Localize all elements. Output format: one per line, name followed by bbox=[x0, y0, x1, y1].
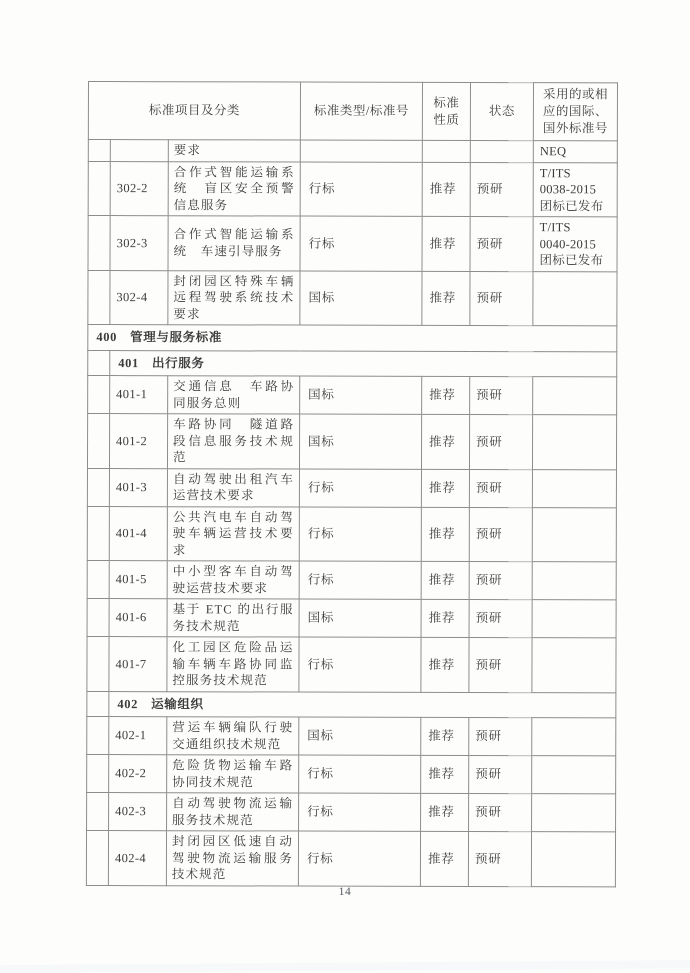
standard-type-cell: 行标 bbox=[299, 793, 421, 831]
status-cell: 预研 bbox=[470, 271, 533, 326]
standards-table bbox=[86, 81, 618, 887]
description-cell: 基于 ETC 的出行服务技术规范 bbox=[167, 599, 299, 637]
code-cell: 401-2 bbox=[109, 414, 167, 469]
indent-cell bbox=[87, 792, 109, 830]
standard-type-cell: 国标 bbox=[300, 414, 422, 469]
indent-cell bbox=[87, 414, 109, 469]
indent-cell bbox=[86, 830, 108, 885]
foreign-standard-cell bbox=[532, 794, 616, 832]
code-cell: 401-3 bbox=[109, 468, 167, 506]
code-cell: 302-4 bbox=[110, 270, 168, 325]
foreign-standard-cell bbox=[531, 832, 615, 887]
table-row bbox=[88, 325, 617, 352]
indent-cell bbox=[88, 270, 110, 325]
status-cell: 预研 bbox=[469, 637, 532, 692]
code-cell bbox=[110, 140, 168, 162]
description-cell: 化工园区危险品运输车辆车路协同监控服务技术规范 bbox=[167, 637, 299, 692]
nature-cell: 推荐 bbox=[421, 599, 469, 637]
indent-cell bbox=[87, 560, 109, 598]
foreign-standard-cell bbox=[532, 756, 616, 794]
indent-cell bbox=[88, 216, 110, 271]
nature-cell: 推荐 bbox=[421, 717, 469, 755]
header-type: 标准类型/标准号 bbox=[300, 82, 422, 140]
code-cell: 401-7 bbox=[109, 637, 167, 692]
nature-cell: 推荐 bbox=[421, 469, 469, 507]
foreign-standard-cell bbox=[532, 507, 616, 562]
status-cell: 预研 bbox=[468, 831, 531, 886]
table-row bbox=[87, 792, 616, 831]
description-cell: 车路协同 隧道路段信息服务技术规范 bbox=[167, 414, 299, 469]
standard-type-cell: 国标 bbox=[299, 599, 421, 637]
status-cell: 预研 bbox=[469, 507, 532, 562]
standard-type-cell: 国标 bbox=[299, 717, 421, 755]
code-cell: 401-1 bbox=[110, 376, 168, 414]
indent-cell bbox=[88, 376, 110, 414]
table-row bbox=[88, 161, 617, 217]
table-row bbox=[87, 560, 616, 599]
status-cell: 预研 bbox=[469, 469, 532, 507]
foreign-standard-cell: T/ITS 0038-2015 团标已发布 bbox=[533, 162, 617, 217]
header-status: 状态 bbox=[470, 83, 533, 141]
nature-cell: 推荐 bbox=[421, 755, 469, 793]
description-cell: 合作式智能运输系统 车速引导服务 bbox=[168, 216, 300, 271]
subsection-label: 402 运输组织 bbox=[109, 691, 616, 718]
status-cell: 预研 bbox=[470, 415, 533, 470]
standard-type-cell bbox=[300, 140, 422, 162]
foreign-standard-cell bbox=[532, 469, 616, 507]
code-cell: 302-3 bbox=[110, 216, 168, 271]
status-cell bbox=[470, 141, 533, 163]
indent-cell bbox=[87, 754, 109, 792]
header-nature: 标准 性质 bbox=[422, 82, 470, 140]
table-row bbox=[88, 140, 617, 163]
page-number: 14 bbox=[338, 886, 352, 898]
nature-cell: 推荐 bbox=[421, 507, 469, 562]
table-row bbox=[88, 350, 617, 377]
code-cell: 401-6 bbox=[109, 599, 167, 637]
indent-cell bbox=[87, 506, 109, 561]
nature-cell: 推荐 bbox=[422, 216, 470, 271]
table-header bbox=[88, 82, 617, 141]
code-cell: 402-1 bbox=[109, 717, 167, 755]
table-row bbox=[88, 376, 617, 415]
foreign-standard-cell bbox=[532, 718, 616, 756]
table-row bbox=[87, 754, 616, 793]
description-cell: 合作式智能运输系统 盲区安全预警信息服务 bbox=[168, 161, 300, 216]
indent-cell bbox=[87, 716, 109, 754]
standards-table-wrapper bbox=[86, 81, 617, 887]
scan-background-strip bbox=[0, 960, 690, 973]
table-row bbox=[88, 216, 617, 272]
code-cell: 401-5 bbox=[109, 561, 167, 599]
table-row bbox=[87, 598, 616, 637]
standard-type-cell: 行标 bbox=[300, 216, 422, 271]
indent-cell bbox=[87, 691, 109, 717]
description-cell: 自动驾驶出租汽车运营技术要求 bbox=[167, 468, 299, 506]
nature-cell: 推荐 bbox=[421, 637, 469, 692]
status-cell: 预研 bbox=[469, 599, 532, 637]
foreign-standard-cell bbox=[532, 638, 616, 693]
table-row bbox=[87, 636, 616, 692]
foreign-standard-cell: NEQ bbox=[533, 141, 617, 163]
table-row bbox=[88, 270, 617, 326]
indent-cell bbox=[88, 161, 110, 216]
indent-cell bbox=[88, 140, 110, 162]
status-cell: 预研 bbox=[470, 162, 533, 217]
nature-cell: 推荐 bbox=[421, 561, 469, 599]
code-cell: 402-4 bbox=[108, 831, 166, 886]
code-cell: 402-3 bbox=[109, 793, 167, 831]
nature-cell bbox=[422, 140, 470, 162]
foreign-standard-cell bbox=[533, 377, 617, 415]
standard-type-cell: 国标 bbox=[300, 271, 422, 326]
foreign-standard-cell bbox=[533, 271, 617, 326]
description-cell: 交通信息 车路协同服务总则 bbox=[168, 376, 300, 414]
status-cell: 预研 bbox=[469, 561, 532, 599]
standard-type-cell: 国标 bbox=[300, 376, 422, 414]
code-cell: 401-4 bbox=[109, 506, 167, 561]
code-cell: 402-2 bbox=[109, 755, 167, 793]
subsection-label: 401 出行服务 bbox=[110, 350, 617, 377]
nature-cell: 推荐 bbox=[422, 162, 470, 217]
standard-type-cell: 行标 bbox=[300, 162, 422, 217]
foreign-standard-cell bbox=[532, 600, 616, 638]
nature-cell: 推荐 bbox=[422, 271, 470, 326]
description-cell: 中小型客车自动驾驶运营技术要求 bbox=[167, 561, 299, 599]
indent-cell bbox=[87, 468, 109, 506]
indent-cell bbox=[88, 350, 110, 376]
description-cell: 封闭园区低速自动驾驶物流运输服务技术规范 bbox=[166, 831, 298, 886]
header-foreign: 采用的或相 应的国际、 国外标准号 bbox=[533, 83, 617, 141]
table-row bbox=[87, 414, 616, 470]
code-cell: 302-2 bbox=[110, 161, 168, 216]
status-cell: 预研 bbox=[469, 793, 532, 831]
foreign-standard-cell: T/ITS 0040-2015 团标已发布 bbox=[533, 217, 617, 272]
description-cell: 要求 bbox=[168, 140, 300, 162]
table-body bbox=[86, 140, 617, 887]
table-row bbox=[86, 830, 615, 886]
header-project: 标准项目及分类 bbox=[88, 82, 300, 141]
table-row bbox=[87, 506, 616, 562]
standard-type-cell: 行标 bbox=[299, 507, 421, 562]
nature-cell: 推荐 bbox=[421, 793, 469, 831]
foreign-standard-cell bbox=[533, 415, 617, 470]
description-cell: 自动驾驶物流运输服务技术规范 bbox=[167, 793, 299, 831]
table-row bbox=[87, 716, 616, 755]
nature-cell: 推荐 bbox=[420, 831, 468, 886]
status-cell: 预研 bbox=[469, 755, 532, 793]
table-row bbox=[87, 468, 616, 507]
foreign-standard-cell bbox=[532, 562, 616, 600]
header-row bbox=[88, 82, 617, 141]
standard-type-cell: 行标 bbox=[299, 561, 421, 599]
standard-type-cell: 行标 bbox=[299, 469, 421, 507]
description-cell: 公共汽电车自动驾驶车辆运营技术要求 bbox=[167, 506, 299, 561]
description-cell: 危险货物运输车路协同技术规范 bbox=[167, 755, 299, 793]
nature-cell: 推荐 bbox=[422, 414, 470, 469]
status-cell: 预研 bbox=[470, 217, 533, 272]
description-cell: 营运车辆编队行驶交通组织技术规范 bbox=[167, 717, 299, 755]
status-cell: 预研 bbox=[469, 717, 532, 755]
standard-type-cell: 行标 bbox=[299, 755, 421, 793]
indent-cell bbox=[87, 636, 109, 691]
description-cell: 封闭园区特殊车辆远程驾驶系统技术要求 bbox=[168, 270, 300, 325]
status-cell: 预研 bbox=[470, 377, 533, 415]
standard-type-cell: 行标 bbox=[298, 831, 420, 886]
section-label: 400 管理与服务标准 bbox=[88, 325, 617, 352]
standard-type-cell: 行标 bbox=[299, 637, 421, 692]
indent-cell bbox=[87, 598, 109, 636]
nature-cell: 推荐 bbox=[422, 376, 470, 414]
table-row bbox=[87, 691, 616, 718]
